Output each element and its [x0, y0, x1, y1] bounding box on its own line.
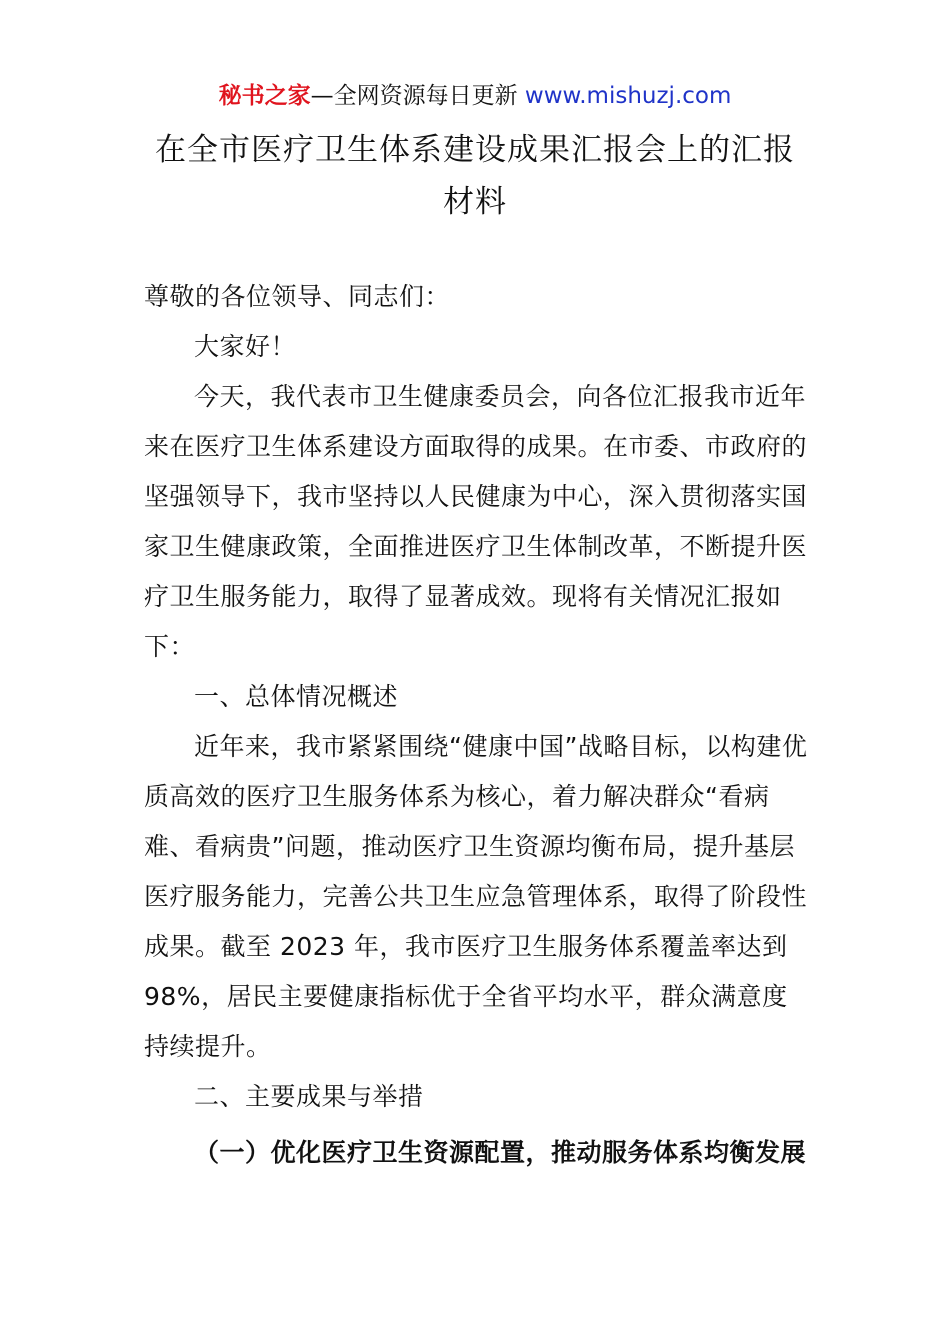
subsection-heading-1: （一）优化医疗卫生资源配置，推动服务体系均衡发展: [194, 1138, 807, 1167]
page-header: [0, 80, 950, 112]
intro-paragraph: 今天，我代表市卫生健康委员会，向各位汇报我市近年来在医疗卫生体系建设方面取得的成果。在市委、市政府的坚强领导下，我市坚持以人民健康为中心，深入贯彻落实国家卫生健康政策，全面推进医疗卫生体制改革，不断提升医疗卫生服务能力，取得了显著成效。现将有关情况汇报如下：: [144, 382, 808, 661]
brand-name: 秘书之家: [218, 83, 311, 109]
document-title: 在全市医疗卫生体系建设成果汇报会上的汇报材料: [155, 132, 795, 220]
greeting: 大家好！: [194, 332, 297, 361]
section-paragraph-1: 近年来，我市紧紧围绕“健康中国”战略目标，以构建优质高效的医疗卫生服务体系为核心，着力解决群众“看病难、看病贵”问题，推动医疗卫生资源均衡布局，提升基层医疗服务能力，完善公共卫生应急管理体系，取得了阶段性成果。截至 2023 年，我市医疗卫生服务体系覆盖率达到 98%，居民主要健康指标优于全省平均水平，群众满意度持续提升。: [144, 732, 808, 1061]
section-heading-2: 二、主要成果与举措: [194, 1082, 424, 1111]
header-tagline: —全网资源每日更新: [310, 83, 518, 109]
section-heading-1: 一、总体情况概述: [194, 682, 399, 711]
salutation: 尊敬的各位领导、同志们：: [144, 282, 451, 311]
site-url: www.mishuzj.com: [524, 83, 732, 109]
document-body: [144, 272, 810, 1178]
